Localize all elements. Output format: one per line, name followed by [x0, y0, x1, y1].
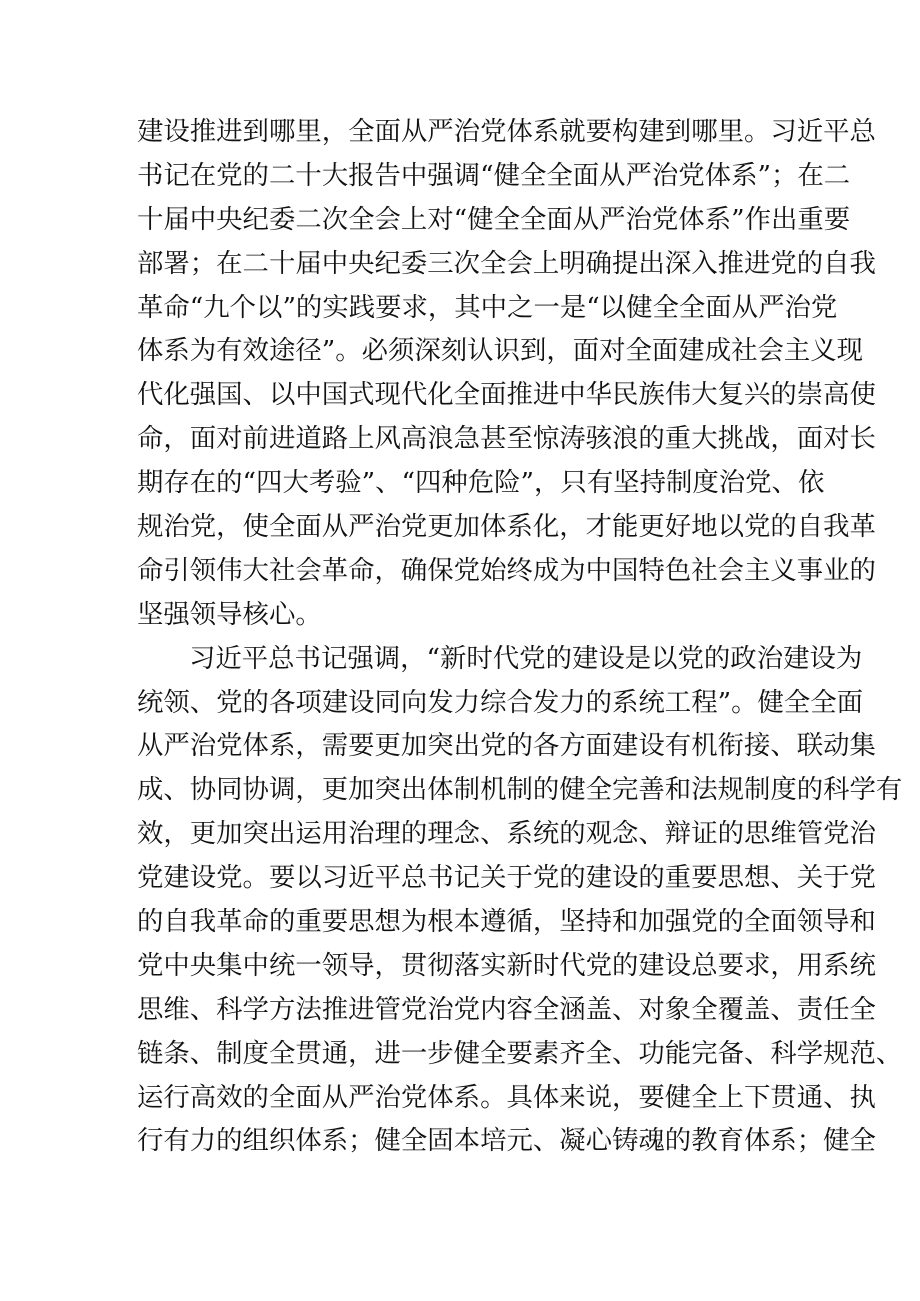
paragraph-line: 部署；在二十届中央纪委三次全会上明确提出深入推进党的自我	[137, 247, 876, 279]
paragraph-1	[137, 110, 876, 637]
paragraph-line: 书记在党的二十大报告中强调“健全全面从严治党体系”；在二	[137, 159, 851, 191]
paragraph-line: 革命“九个以”的实践要求，其中之一是“以健全全面从严治党	[137, 291, 838, 323]
paragraph-line: 建设推进到哪里，全面从严治党体系就要构建到哪里。习近平总	[137, 116, 876, 147]
paragraph-line: 期存在的“四大考验”、“四种危险”，只有坚持制度治党、依	[137, 467, 825, 499]
paragraph-line: 代化强国、以中国式现代化全面推进中华民族伟大复兴的崇高使	[137, 379, 876, 411]
paragraph-line: 的自我革命的重要思想为根本遵循，坚持和加强党的全面领导和	[137, 906, 876, 938]
paragraph-line: 体系为有效途径”。必须深刻认识到，面对全面建成社会主义现	[137, 335, 864, 367]
paragraph-2	[137, 637, 903, 1164]
paragraph-first-line: 习近平总书记强调，“新时代党的建设是以党的政治建设为	[189, 642, 863, 674]
paragraph-line: 成、协同协调，更加突出体制机制的健全完善和法规制度的科学有	[137, 774, 903, 806]
paragraph-line: 链条、制度全贯通，进一步健全要素齐全、功能完备、科学规范、	[137, 1037, 903, 1069]
paragraph-line: 行有力的组织体系；健全固本培元、凝心铸魂的教育体系；健全	[137, 1125, 876, 1157]
paragraph-line: 十届中央纪委二次全会上对“健全全面从严治党体系”作出重要	[137, 203, 851, 235]
paragraph-line: 党中央集中统一领导，贯彻落实新时代党的建设总要求，用系统	[137, 949, 876, 981]
paragraph-line: 规治党，使全面从严治党更加体系化，才能更好地以党的自我革	[137, 511, 876, 543]
paragraph-line: 从严治党体系，需要更加突出党的各方面建设有机衔接、联动集	[137, 730, 876, 762]
paragraph-line: 命引领伟大社会革命，确保党始终成为中国特色社会主义事业的	[137, 554, 876, 586]
paragraph-line: 统领、党的各项建设同向发力综合发力的系统工程”。健全全面	[137, 686, 864, 718]
paragraph-line: 命，面对前进道路上风高浪急甚至惊涛骇浪的重大挑战，面对长	[137, 423, 876, 455]
document-body	[137, 110, 903, 1163]
paragraph-line: 思维、科学方法推进管党治党内容全涵盖、对象全覆盖、责任全	[137, 993, 876, 1025]
paragraph-line: 效，更加突出运用治理的理念、系统的观念、辩证的思维管党治	[137, 818, 876, 850]
paragraph-last-line: 坚强领导核心。	[137, 598, 322, 630]
paragraph-line: 党建设党。要以习近平总书记关于党的建设的重要思想、关于党	[137, 862, 876, 894]
paragraph-line: 运行高效的全面从严治党体系。具体来说，要健全上下贯通、执	[137, 1081, 876, 1113]
